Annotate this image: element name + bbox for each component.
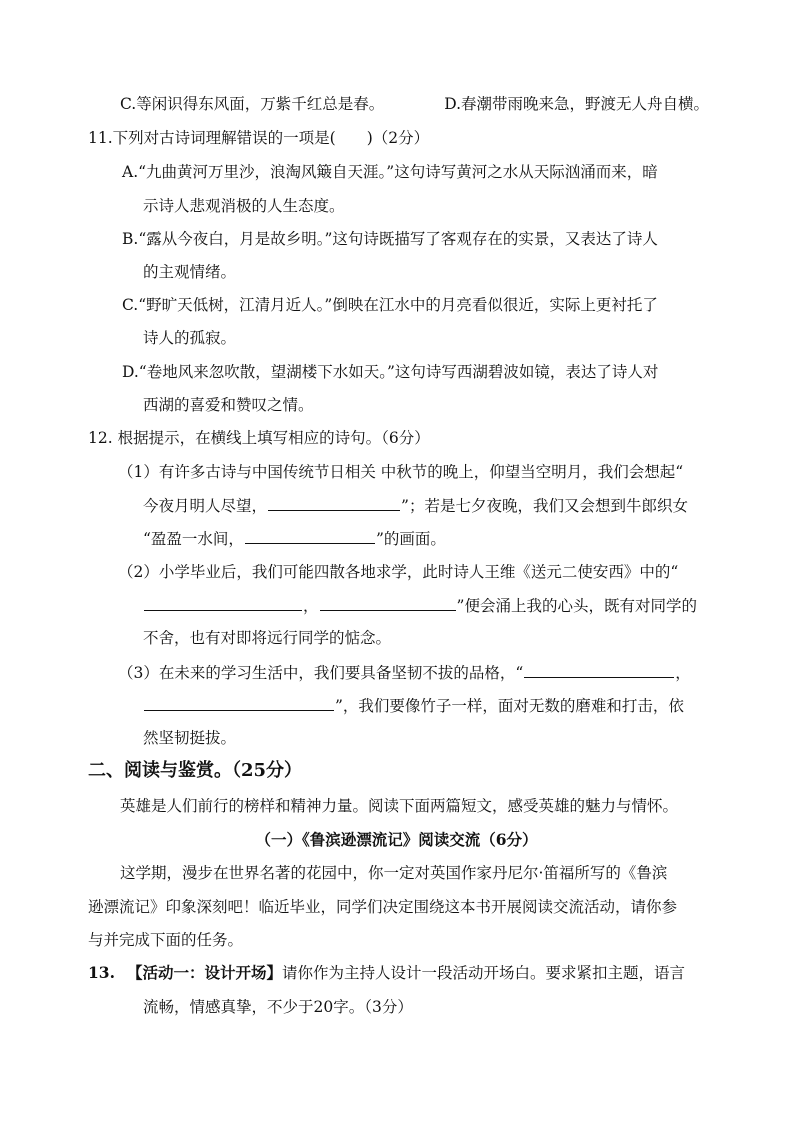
q12-part3-line2: ”，我们要像竹子一样，面对无数的磨难和打击，依 [143,694,684,717]
q11-option-a-line1: A.“九曲黄河万里沙，浪淘风簸自天涯。”这句诗写黄河之水从天际汹涌而来，暗 [122,163,658,181]
q11-option-a-line2: 示诗人悲观消极的人生态度。 [143,197,345,215]
q12-part1-line3: “盈盈一水间， ”的画面。 [143,527,446,550]
q10-option-c: C.等闲识得东风面，万紫千红总是春。 [120,95,385,113]
answer-blank-1[interactable] [268,494,400,511]
answer-blank-6[interactable] [144,694,334,711]
passage-intro-line2: 逊漂流记》印象深刻吧！临近毕业，同学们决定围绕这本书开展阅读交流活动，请你参 [88,898,678,916]
q11-option-b-line2: 的主观情绪。 [143,263,237,281]
passage-intro-line1: 这学期，漫步在世界名著的花园中，你一定对英国作家丹尼尔·笛福所写的《鲁滨 [120,864,668,882]
answer-blank-3[interactable] [144,594,302,611]
answer-blank-4[interactable] [320,594,456,611]
q10-option-d: D.春潮带雨晚来急，野渡无人舟自横。 [444,95,710,113]
q12-part1-line1: （1）有许多古诗与中国传统节日相关 中秋节的晚上，仰望当空明月，我们会想起“ [118,463,684,481]
q10-options [120,93,709,115]
q12-part1-line2: 今夜月明人尽望， ”；若是七夕夜晚，我们又会想到牛郎织女 [143,494,688,517]
q12-part2-line3: 不舍，也有对即将远行同学的惦念。 [143,629,392,647]
q12-part2-line2: ， ”便会涌上我的心头，既有对同学的 [143,594,697,617]
q13-line1 [88,962,685,984]
q12-part3-line3: 然坚韧挺拔。 [143,729,237,747]
q12-part2-line1: （2）小学毕业后，我们可能四散各地求学，此时诗人王维《送元二使安西》中的“ [118,563,679,581]
answer-blank-5[interactable] [524,661,674,678]
q12-part3-line1: （3）在未来的学习生活中，我们要具备坚韧不拔的品格，“ ， [118,661,691,684]
reading-passage-1-title: （一）《鲁滨逊漂流记》阅读交流（6分） [255,830,538,849]
q11-option-d-line2: 西湖的喜爱和赞叹之情。 [143,396,314,414]
q11-option-c-line2: 诗人的孤寂。 [143,329,237,347]
q12-stem: 12. 根据提示，在横线上填写相应的诗句。（6分） [88,429,430,447]
q11-option-d-line1: D.“卷地风来忽吹散，望湖楼下水如天。”这句诗写西湖碧波如镜，表达了诗人对 [122,363,659,381]
q13-activity-label: 【活动一：设计开场】 [126,963,282,982]
q13-line2: 流畅，情感真挚，不少于20字。（3分） [143,998,413,1016]
q11-option-c-line1: C.“野旷天低树，江清月近人。”倒映在江水中的月亮看似很近，实际上更衬托了 [122,296,658,314]
section-2-intro: 英雄是人们前行的榜样和精神力量。阅读下面两篇短文，感受英雄的魅力与情怀。 [120,797,679,815]
section-2-title: 二、阅读与鉴赏。（25分） [88,760,303,781]
answer-blank-2[interactable] [245,527,375,544]
q13-text: 请你作为主持人设计一段活动开场白。要求紧扣主题，语言 [281,964,685,982]
q11-option-b-line1: B.“露从今夜白，月是故乡明。”这句诗既描写了客观存在的实景，又表达了诗人 [122,230,658,248]
q11-stem: 11.下列对古诗词理解错误的一项是( )（2分） [88,129,430,147]
passage-intro-line3: 与并完成下面的任务。 [88,931,244,949]
q13-number: 13. [88,963,115,982]
